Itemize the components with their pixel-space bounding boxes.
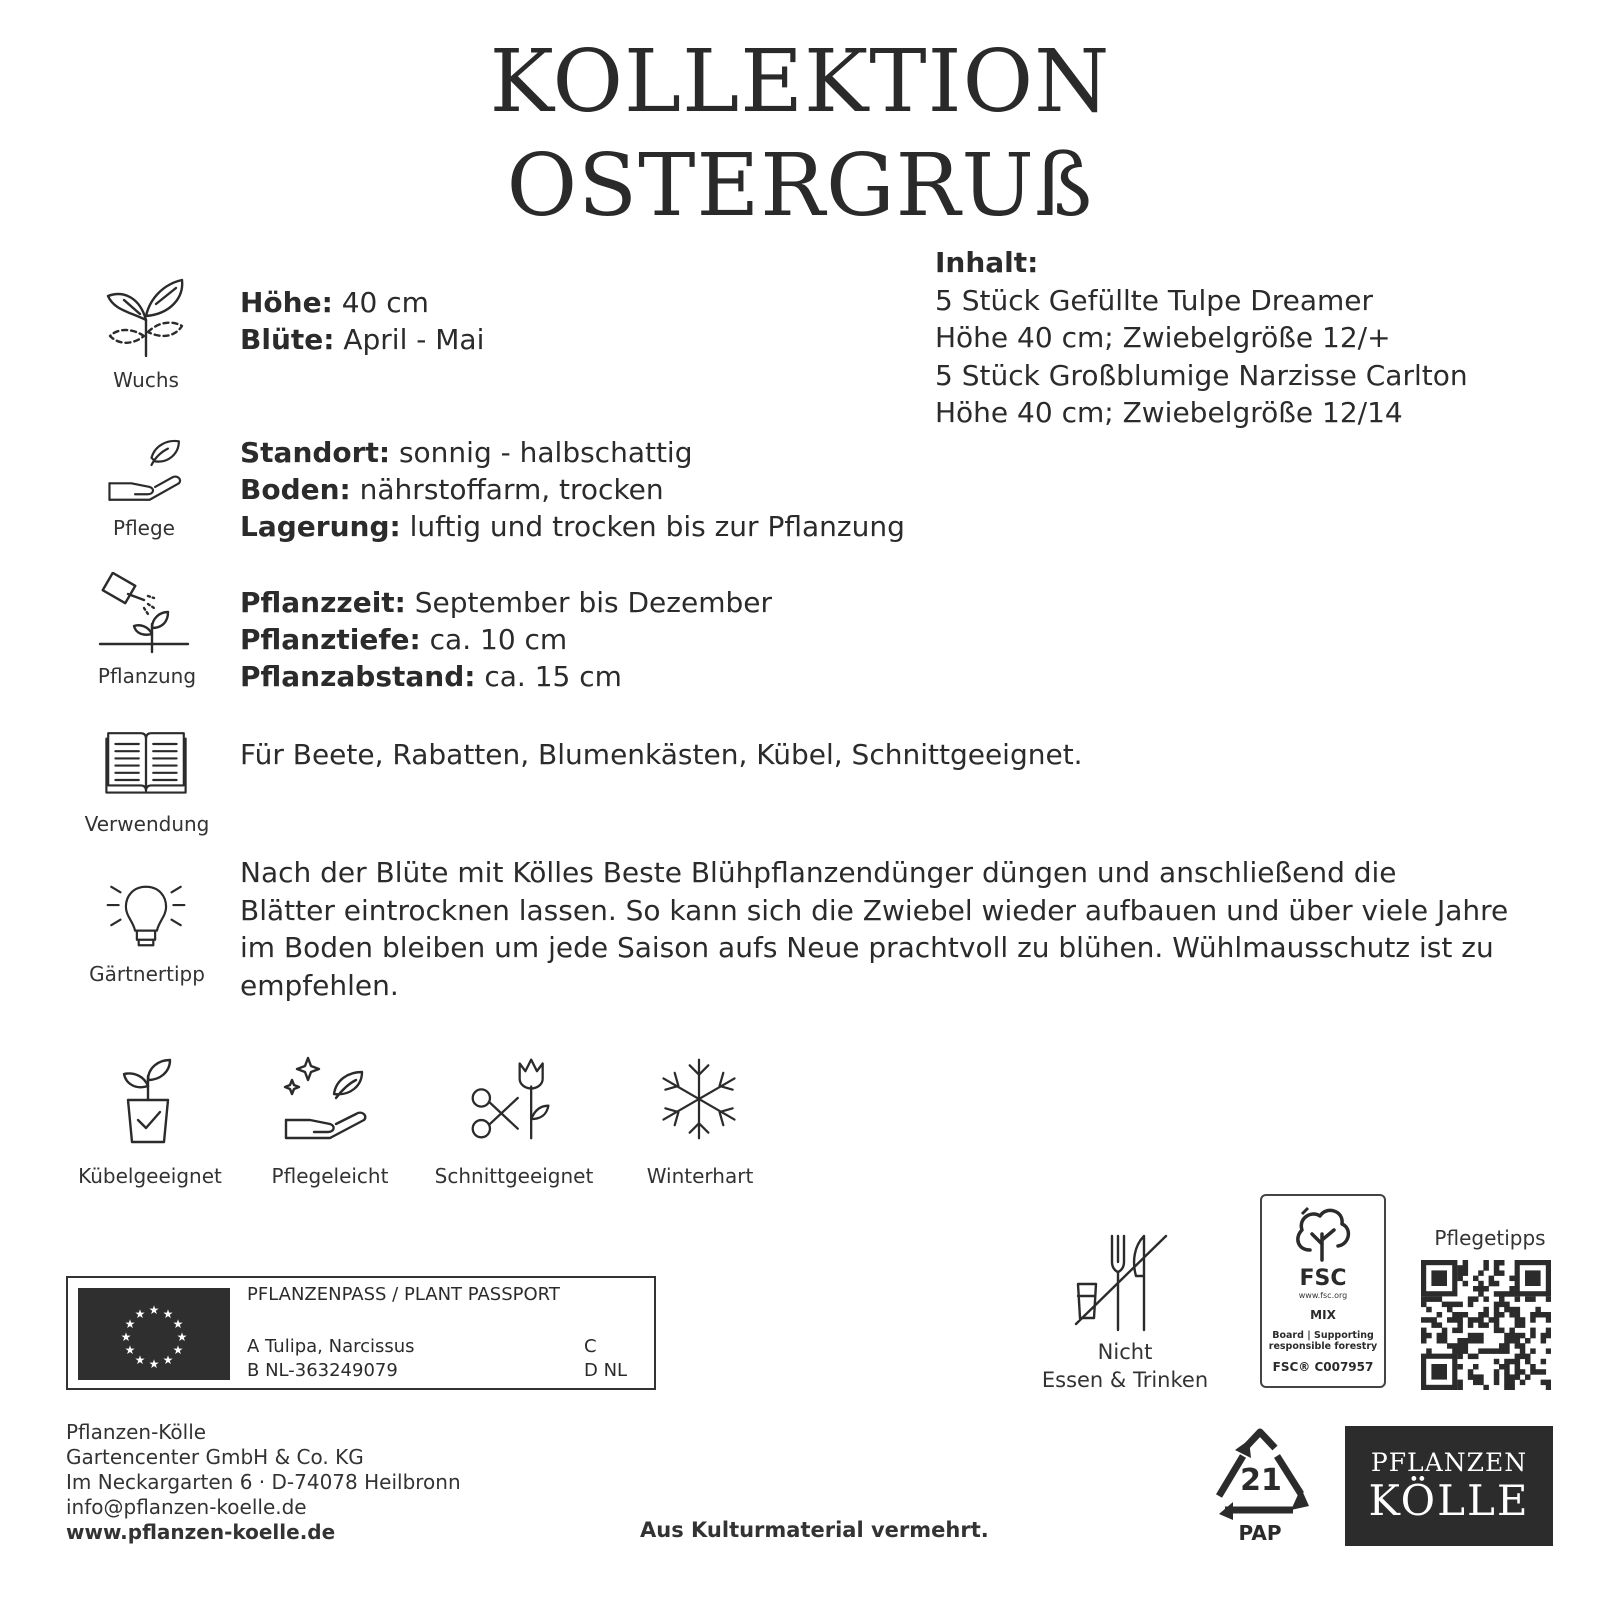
feature-label: Pflegeleicht <box>271 1164 389 1188</box>
fsc-url: www.fsc.org <box>1298 1291 1348 1300</box>
wuchs-caption: Wuchs <box>113 368 179 392</box>
svg-text:★: ★ <box>172 1343 184 1357</box>
address-line: Pflanzen-Kölle <box>66 1420 207 1444</box>
pflanzung-info <box>240 584 772 695</box>
svg-text:★: ★ <box>172 1317 184 1331</box>
svg-text:★: ★ <box>124 1343 136 1357</box>
inhalt-line: Höhe 40 cm; Zwiebelgröße 12/14 <box>935 396 1403 429</box>
fsc-mix: MIX <box>1310 1308 1336 1322</box>
svg-text:★: ★ <box>124 1317 136 1331</box>
inhalt-line: 5 Stück Großblumige Narzisse Carlton <box>935 358 1468 392</box>
info-label: Lagerung: <box>240 510 401 543</box>
info-label: Pflanztiefe: <box>240 623 421 656</box>
eu-flag-icon <box>78 1288 230 1380</box>
info-value: 40 cm <box>332 286 429 319</box>
info-value: April - Mai <box>334 323 485 356</box>
wuchs-icon <box>100 270 192 366</box>
verwendung-caption: Verwendung <box>84 812 210 836</box>
pflege-caption: Pflege <box>113 516 175 540</box>
info-value: September bis Dezember <box>405 586 772 619</box>
tip-line: Nach der Blüte mit Kölles Beste Blühpflanzendünger düngen und anschließend die <box>240 856 1397 889</box>
svg-text:★: ★ <box>148 1357 160 1371</box>
svg-text:★: ★ <box>162 1307 174 1321</box>
info-label: Standort: <box>240 436 391 469</box>
svg-text:★: ★ <box>162 1353 174 1367</box>
not-edible-caption: Nicht Essen & Trinken <box>1041 1340 1209 1392</box>
passport-d: D NL <box>584 1360 628 1381</box>
info-value: ca. 10 cm <box>420 623 568 656</box>
info-value: ca. 15 cm <box>475 660 622 693</box>
recycling-material: PAP <box>1238 1521 1282 1545</box>
fsc-code: FSC® C007957 <box>1272 1360 1374 1374</box>
hand-leaf-sparkle-icon <box>282 1054 374 1150</box>
hand-leaf-icon <box>100 434 192 522</box>
lightbulb-icon <box>100 874 192 962</box>
info-value: sonnig - halbschattig <box>390 436 693 469</box>
info-label: Boden: <box>240 473 351 506</box>
gaertnertipp-caption: Gärtnertipp <box>89 962 205 986</box>
inhalt-block <box>935 244 1468 432</box>
passport-heading: PFLANZENPASS / PLANT PASSPORT <box>247 1284 560 1305</box>
qr-caption: Pflegetipps <box>1434 1226 1546 1250</box>
no-eat-drink-icon <box>1074 1232 1174 1336</box>
info-value: luftig und trocken bis zur Pflanzung <box>400 510 905 543</box>
passport-c: C <box>584 1336 597 1357</box>
page-title-line-1: KOLLEKTION <box>489 32 1111 132</box>
address-block <box>66 1420 461 1545</box>
recycling-number: 21 <box>1240 1463 1282 1498</box>
info-label: Pflanzabstand: <box>240 660 476 693</box>
inhalt-line: 5 Stück Gefüllte Tulpe Dreamer <box>935 283 1374 317</box>
address-line: Im Neckargarten 6 · D-74078 Heilbronn <box>66 1470 461 1494</box>
pflege-info <box>240 434 905 545</box>
fsc-board-2: responsible forestry <box>1268 1341 1378 1352</box>
info-row <box>240 584 772 621</box>
watering-can-sprout-icon <box>96 572 196 668</box>
passport-a: A Tulipa, Narcissus <box>247 1336 415 1357</box>
snowflake-icon <box>656 1056 742 1146</box>
svg-text:★: ★ <box>134 1307 146 1321</box>
recycling-pap-icon <box>1205 1426 1315 1546</box>
tip-line: empfehlen. <box>240 968 399 1002</box>
logo-line-2: KÖLLE <box>1368 1476 1530 1525</box>
pflanzung-caption: Pflanzung <box>97 664 197 688</box>
qr-code[interactable] <box>1421 1260 1551 1390</box>
page-title-line-2: OSTERGRUß <box>506 136 1094 236</box>
info-label: Blüte: <box>240 323 335 356</box>
fsc-name: FSC <box>1299 1266 1347 1291</box>
info-label: Pflanzzeit: <box>240 586 406 619</box>
fsc-tree-icon <box>1288 1204 1358 1262</box>
info-row <box>240 508 905 545</box>
logo-line-1: PFLANZEN <box>1370 1448 1528 1477</box>
address-email[interactable]: info@pflanzen-koelle.de <box>66 1495 307 1519</box>
fsc-board-1: Board | Supporting <box>1272 1330 1374 1341</box>
info-row <box>240 658 772 695</box>
passport-b: B NL-363249079 <box>247 1360 398 1381</box>
svg-text:★: ★ <box>148 1303 160 1317</box>
brand-logo <box>1345 1426 1553 1546</box>
info-row <box>240 434 905 471</box>
svg-text:★: ★ <box>120 1330 132 1344</box>
wuchs-info <box>240 284 484 358</box>
address-line: Gartencenter GmbH & Co. KG <box>66 1445 364 1469</box>
tip-line: im Boden bleiben um jede Saison aufs Neue prachtvoll zu blühen. Wühlmausschutz ist zu <box>240 931 1494 964</box>
info-label: Höhe: <box>240 286 333 319</box>
info-row <box>240 321 484 358</box>
gaertnertipp-text <box>240 854 1560 1004</box>
scissors-tulip-icon <box>466 1052 558 1148</box>
inhalt-heading: Inhalt: <box>935 246 1039 279</box>
feature-label: Winterhart <box>646 1164 754 1188</box>
pot-check-icon <box>108 1054 188 1150</box>
info-row <box>240 471 905 508</box>
verwendung-text: Für Beete, Rabatten, Blumenkästen, Kübel, Schnittgeeignet. <box>240 738 1083 771</box>
info-row <box>240 284 484 321</box>
tip-line: Blätter eintrocknen lassen. So kann sich die Zwiebel wieder aufbauen und über viele Jahre <box>240 893 1509 927</box>
fsc-label <box>1260 1194 1386 1388</box>
plant-passport <box>66 1276 656 1390</box>
address-website[interactable]: www.pflanzen-koelle.de <box>66 1520 336 1544</box>
info-value: nährstoffarm, trocken <box>350 473 664 506</box>
kulturmaterial-note: Aus Kulturmaterial vermehrt. <box>640 1518 989 1542</box>
svg-text:★: ★ <box>176 1330 188 1344</box>
feature-label: Schnittgeeignet <box>434 1164 594 1188</box>
feature-label: Kübelgeeignet <box>78 1164 222 1188</box>
svg-text:★: ★ <box>134 1353 146 1367</box>
info-row <box>240 621 772 658</box>
open-book-icon <box>104 726 188 802</box>
inhalt-line: Höhe 40 cm; Zwiebelgröße 12/+ <box>935 321 1391 354</box>
